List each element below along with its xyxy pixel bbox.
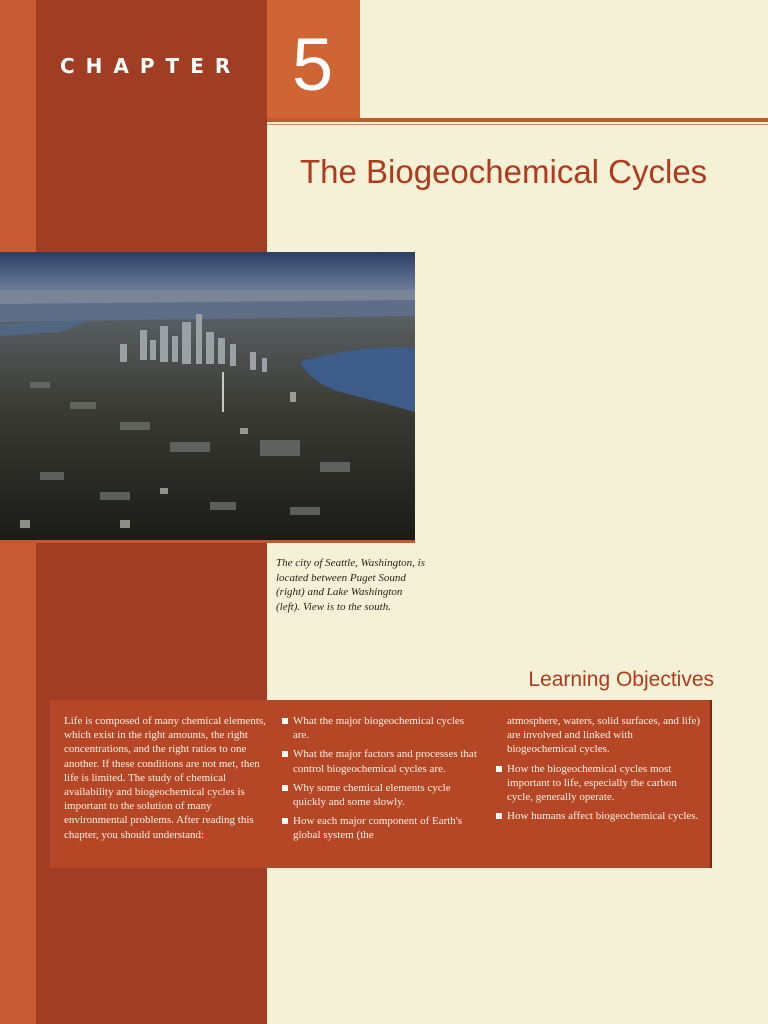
objective-text: Why some chemical elements cycle quickly and some slowly. bbox=[293, 781, 451, 809]
objective-item bbox=[496, 809, 702, 823]
square-bullet-icon bbox=[282, 818, 288, 824]
objective-text: What the major factors and processes that control biogeochemical cycles are. bbox=[293, 748, 477, 775]
chapter-title: The Biogeochemical Cycles bbox=[300, 153, 708, 190]
header-rule-thin bbox=[267, 124, 768, 125]
header-rule bbox=[267, 118, 768, 122]
photo-caption: The city of Seattle, Washington, is located between Puget Sound (right) and Lake Washington (left). View is to the south. bbox=[276, 557, 425, 613]
chapter-number: 5 bbox=[292, 23, 334, 106]
objectives-intro: Life is composed of many chemical elements, which exist in the right amounts, the right concentrations, and the right ratios to one another. If these conditions are not met, then life is limited. The study of chemical availability and biogeochemical cycles is important to the solution of many environmental problems. After reading this chapter, you should understand: bbox=[64, 715, 266, 841]
photo-rule bbox=[0, 540, 415, 543]
objectives-column-2 bbox=[282, 714, 482, 848]
square-bullet-icon bbox=[282, 718, 288, 724]
objective-item-continued bbox=[496, 714, 702, 757]
learning-objectives-heading: Learning Objectives bbox=[528, 668, 714, 691]
chapter-label: CHAPTER bbox=[60, 54, 242, 78]
objective-item bbox=[282, 747, 482, 775]
objective-text: How the biogeochemical cycles most important to life, especially the carbon cycle, generally operate. bbox=[507, 762, 677, 804]
objective-item bbox=[282, 714, 482, 742]
objectives-column-3 bbox=[496, 714, 702, 828]
seattle-aerial-photo bbox=[0, 252, 415, 540]
square-bullet-icon bbox=[496, 766, 502, 772]
square-bullet-icon bbox=[282, 785, 288, 791]
objective-text: What the major biogeochemical cycles are. bbox=[293, 715, 465, 742]
learning-objectives-panel bbox=[50, 700, 712, 868]
objective-text: How humans affect biogeochemical cycles. bbox=[507, 810, 699, 823]
objective-item bbox=[496, 762, 702, 805]
square-bullet-icon bbox=[496, 813, 502, 819]
square-bullet-icon bbox=[282, 751, 288, 757]
objective-item bbox=[282, 814, 482, 842]
objective-text: atmosphere, waters, solid surfaces, and life) are involved and linked with biogeochemical cycles. bbox=[507, 715, 701, 756]
objective-text: How each major component of Earth's global system (the bbox=[293, 815, 463, 842]
objective-item bbox=[282, 781, 482, 809]
